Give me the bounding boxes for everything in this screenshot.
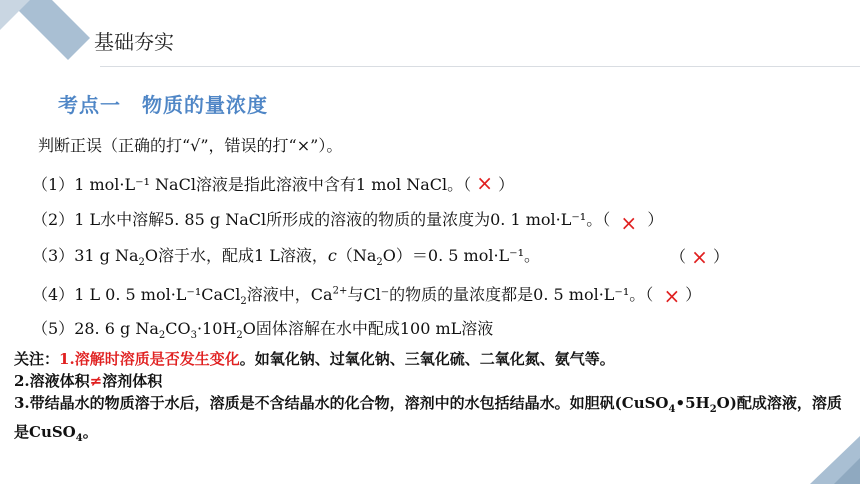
question-number: （3） [32,246,75,265]
wrong-mark-icon: × [476,171,493,195]
note-2: 2.溶液体积≠溶剂体积 [14,372,163,390]
question-3: （3）31 g $Na_2O$溶于水，配成1 L溶液，$c(Na_2O)=0$. 5 mol·L⁻¹。 [32,246,541,269]
question-text: 1 L水中溶解5. 85 g NaCl所形成的溶液的物质的量浓度为0. 1 mol·L⁻¹。（ [74,210,611,229]
question-text: 1 mol·L⁻¹ NaCl溶液是指此溶液中含有1 mol NaCl。（ [74,175,472,194]
notes-block [14,348,844,450]
wrong-mark-icon: × [620,211,638,235]
section-title: 考点一 物质的量浓度 [58,93,268,117]
note-1-highlight: 溶解时溶质是否发生变化 [74,350,240,368]
note-1: 关注：1.溶解时溶质是否发生变化。如氧化钠、过氧化钠、三氧化硫、二氧化氮、氨气等。 [14,350,615,368]
note-3: 3.带结晶水的物质溶于水后，溶质是不含结晶水的化合物，溶剂中的水包括结晶水。如胆矾$(CuSO_4•5H_2O)$配成溶液，溶质是CuSO$_4$。 [14,394,842,444]
corner-decoration-bottom-right [780,436,860,484]
question-4: （4）1 L 0. 5 mol·L⁻¹CaCl$_2$溶液中，$Ca^{2+}$与Cl⁻的物质的量浓度都是0. 5 mol·L⁻¹。（ × ） [32,284,702,308]
question-3-answer: （ × ） [670,245,729,269]
notes-label: 关注： [14,350,60,368]
wrong-mark-icon: × [691,245,708,269]
question-number: （5） [32,319,75,338]
question-1: （1）1 mol·L⁻¹ NaCl溶液是指此溶液中含有1 mol NaCl。（ × ） [32,171,515,195]
question-number: （1） [32,175,75,194]
corner-decoration-top-left [0,0,90,60]
wrong-mark-icon: × [663,284,681,308]
question-number: （4） [32,285,75,304]
not-equal-sign: ≠ [89,372,103,390]
header-divider [100,66,860,67]
instruction-text: 判断正误（正确的打“√”，错误的打“×”）。 [38,136,343,155]
question-5: （5）28. 6 g $Na_2CO_3\cdot 10H_2O$固体溶解在水中配成100 mL溶液 [32,319,494,342]
question-number: （2） [32,210,75,229]
question-2: （2）1 L水中溶解5. 85 g NaCl所形成的溶液的物质的量浓度为0. 1 mol·L⁻¹。（ × ） [32,210,664,235]
page-title: 基础夯实 [94,30,174,54]
